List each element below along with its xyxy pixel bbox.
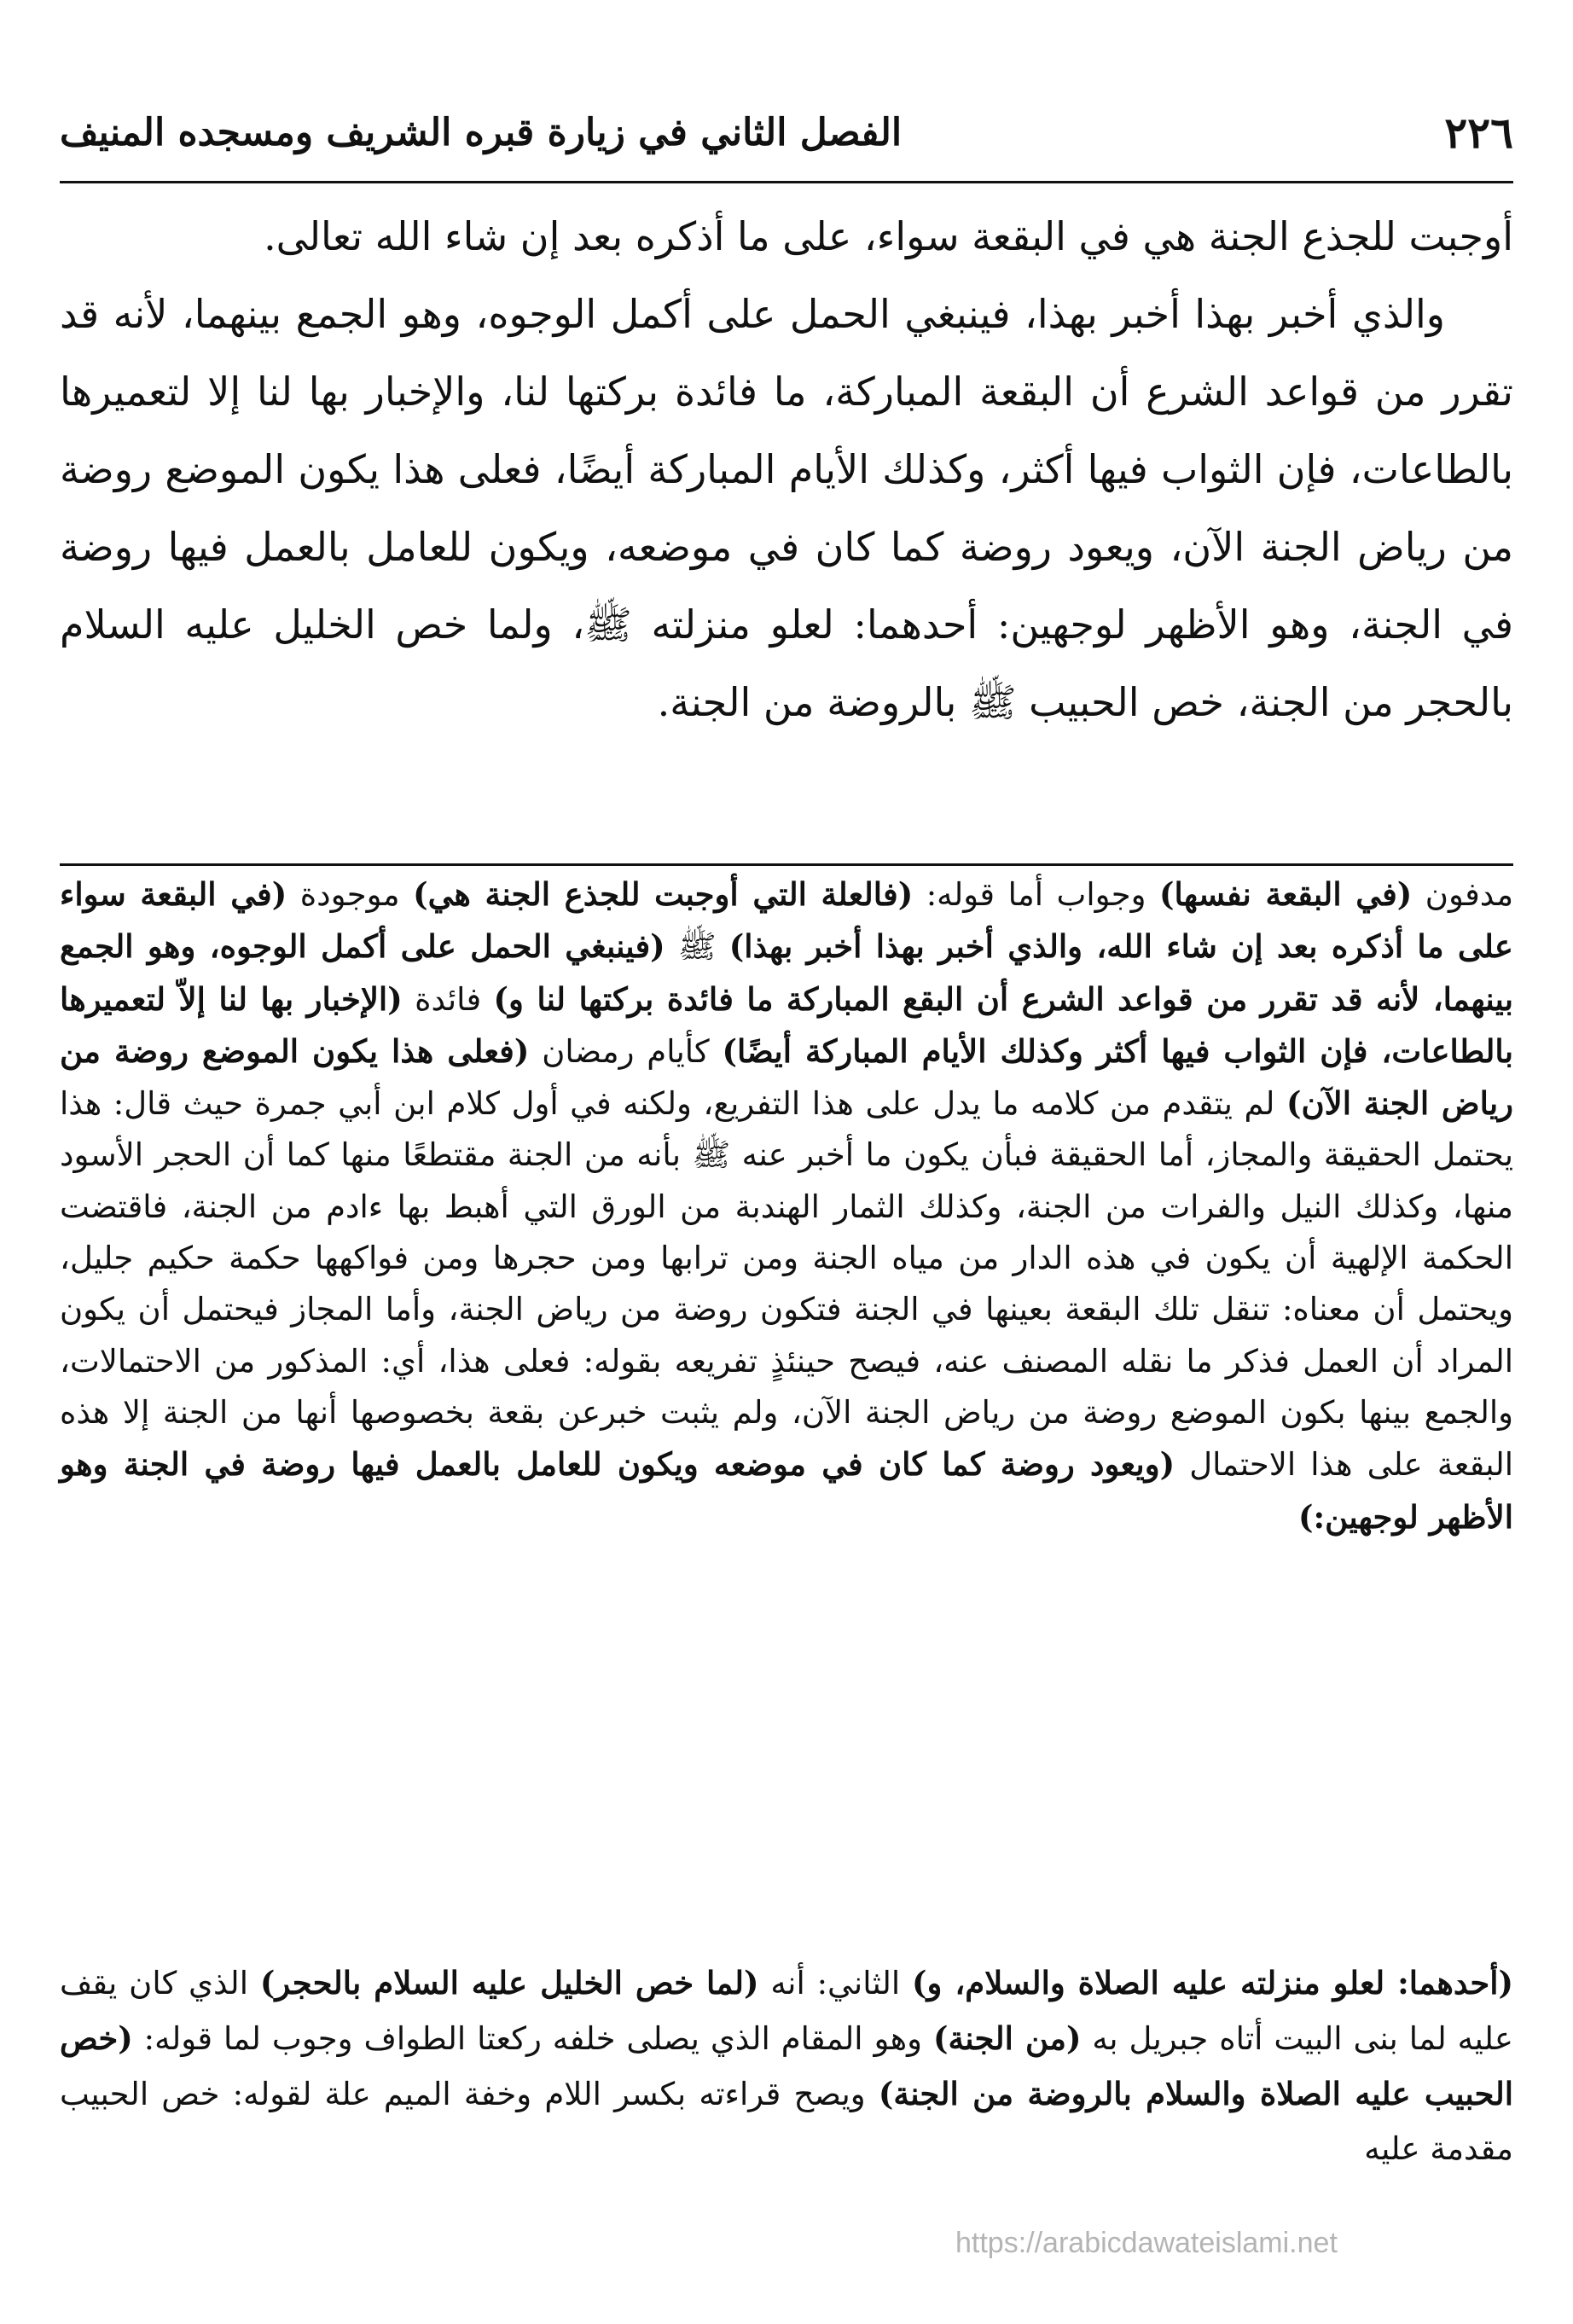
- header-rule: [60, 181, 1513, 183]
- commentary-quote: (الإخبار بها لنا إلاّ لتعميرها بالطاعات، فإن الثواب فيها أكثر وكذلك الأيام المباركة أيضًا): [60, 979, 1513, 1070]
- source-watermark: https://arabicdawateislami.net: [955, 2227, 1338, 2259]
- main-paragraph-2: والذي أخبر بهذا أخبر بهذا، فينبغي الحمل على أكمل الوجوه، وهو الجمع بينهما، لأنه قد تقرر من قواعد الشرع أن البقعة المباركة، ما فائدة بركتها لنا، والإخبار بها لنا إلا لتعميرها بالطاعات، فإن الثواب فيها أكثر، وكذلك الأيام المباركة أيضًا، فعلى هذا يكون الموضع روضة من رياض الجنة الآن، ويعود روضة كما كان في موضعه، ويكون للعامل بالعمل فيها روضة في الجنة، وهو الأظهر لوجهين: أحدهما: لعلو منزلته ﷺ، ولما خص الخليل عليه السلام بالحجر من الجنة، خص الحبيب ﷺ بالروضة من الجنة.: [60, 291, 1513, 725]
- commentary-quote: (لما خص الخليل عليه السلام بالحجر): [259, 1964, 759, 2002]
- page-header: [60, 102, 1513, 162]
- commentary-quote: (في البقعة نفسها): [1158, 875, 1413, 913]
- commentary-quote: (فعلى هذا يكون الموضع روضة من رياض الجنة الآن): [60, 1031, 1514, 1123]
- commentary-paragraph-2: [60, 1955, 1513, 2176]
- commentary-quote: (أحدهما: لعلو منزلته عليه الصلاة والسلام، و): [912, 1964, 1513, 2002]
- commentary-text: موجودة: [287, 876, 414, 913]
- commentary-text: وجواب أما قوله:: [913, 876, 1159, 913]
- commentary-text: الذي كان يقف عليه لما بنى البيت أتاه جبريل به: [60, 1965, 1513, 2057]
- main-text: [60, 198, 1513, 741]
- commentary-quote: (فينبغي الحمل على أكمل الوجوه، وهو الجمع بينهما، لأنه قد تقرر من قواعد الشرع أن البقع المباركة ما فائدة بركتها لنا و): [60, 927, 1513, 1018]
- commentary-quote: (خص الحبيب عليه الصلاة والسلام بالروضة من الجنة): [60, 2019, 1513, 2112]
- page-number: ٢٢٦: [1444, 107, 1513, 158]
- commentary-text: فائدة: [402, 980, 494, 1018]
- commentary-quote: (ويعود روضة كما كان في موضعه ويكون للعامل بالعمل فيها روضة في الجنة وهو الأظهر لوجهين:): [60, 1445, 1513, 1536]
- commentary-text: كأيام رمضان: [529, 1032, 723, 1070]
- commentary-quote: (من الجنة): [932, 2019, 1082, 2057]
- running-title: الفصل الثاني في زيارة قبره الشريف ومسجده المنيف: [60, 110, 903, 154]
- commentary-block-2: [60, 1955, 1513, 2176]
- commentary-block: [60, 869, 1513, 1543]
- commentary-quote: (فالعلة التي أوجبت للجذع الجنة هي): [413, 875, 914, 913]
- commentary-text: لم يتقدم من كلامه ما يدل على هذا التفريع، ولكنه في أول كلام ابن أبي جمرة حيث قال: هذا يحتمل الحقيقة والمجاز، أما الحقيقة فبأن يكون ما أخبر عنه ﷺ بأنه من الجنة مقتطعًا منها كما أن الحجر الأسود منها، وكذلك النيل والفرات من الجنة، وكذلك الثمار الهندبة من الورق التي أهبط بها ءادم من الجنة، فاقتضت الحكمة الإلهية أن يكون في هذه الدار من مياه الجنة ومن ترابها ومن حجرها ومن فواكهها حكمة حكيم جليل، ويحتمل أن معناه: تنقل تلك البقعة بعينها في الجنة فتكون روضة من رياض الجنة، وأما المجاز فيحتمل أن يكون المراد أن العمل فذكر ما نقله المصنف عنه، فيصح حينئذٍ تفريعه بقوله: فعلى هذا، أي: المذكور من الاحتمالات، والجمع بينها بكون الموضع روضة من رياض الجنة الآن، ولم يثبت خبرعن بقعة بخصوصها أنها من الجنة إلا هذه البقعة على هذا الاحتمال: [60, 1085, 1513, 1484]
- commentary-paragraph: [60, 869, 1513, 1543]
- commentary-text: وهو المقام الذي يصلى خلفه ركعتا الطواف وجوب لما قوله:: [132, 2020, 933, 2057]
- commentary-text: ﷺ: [665, 928, 729, 966]
- main-paragraph-1: أوجبت للجذع الجنة هي في البقعة سواء، على ما أذكره بعد إن شاء الله تعالى.: [264, 213, 1513, 259]
- commentary-text: مدفون: [1412, 876, 1514, 913]
- commentary-quote: (في البقعة سواء على ما أذكره بعد إن شاء الله، والذي أخبر بهذا أخبر بهذا): [60, 875, 1514, 966]
- footnote-rule: [60, 863, 1513, 866]
- commentary-text: ويصح قراءته بكسر اللام وخفة الميم علة لقوله: خص الحبيب مقدمة عليه: [60, 2076, 1513, 2167]
- commentary-text: الثاني: أنه: [758, 1965, 913, 2002]
